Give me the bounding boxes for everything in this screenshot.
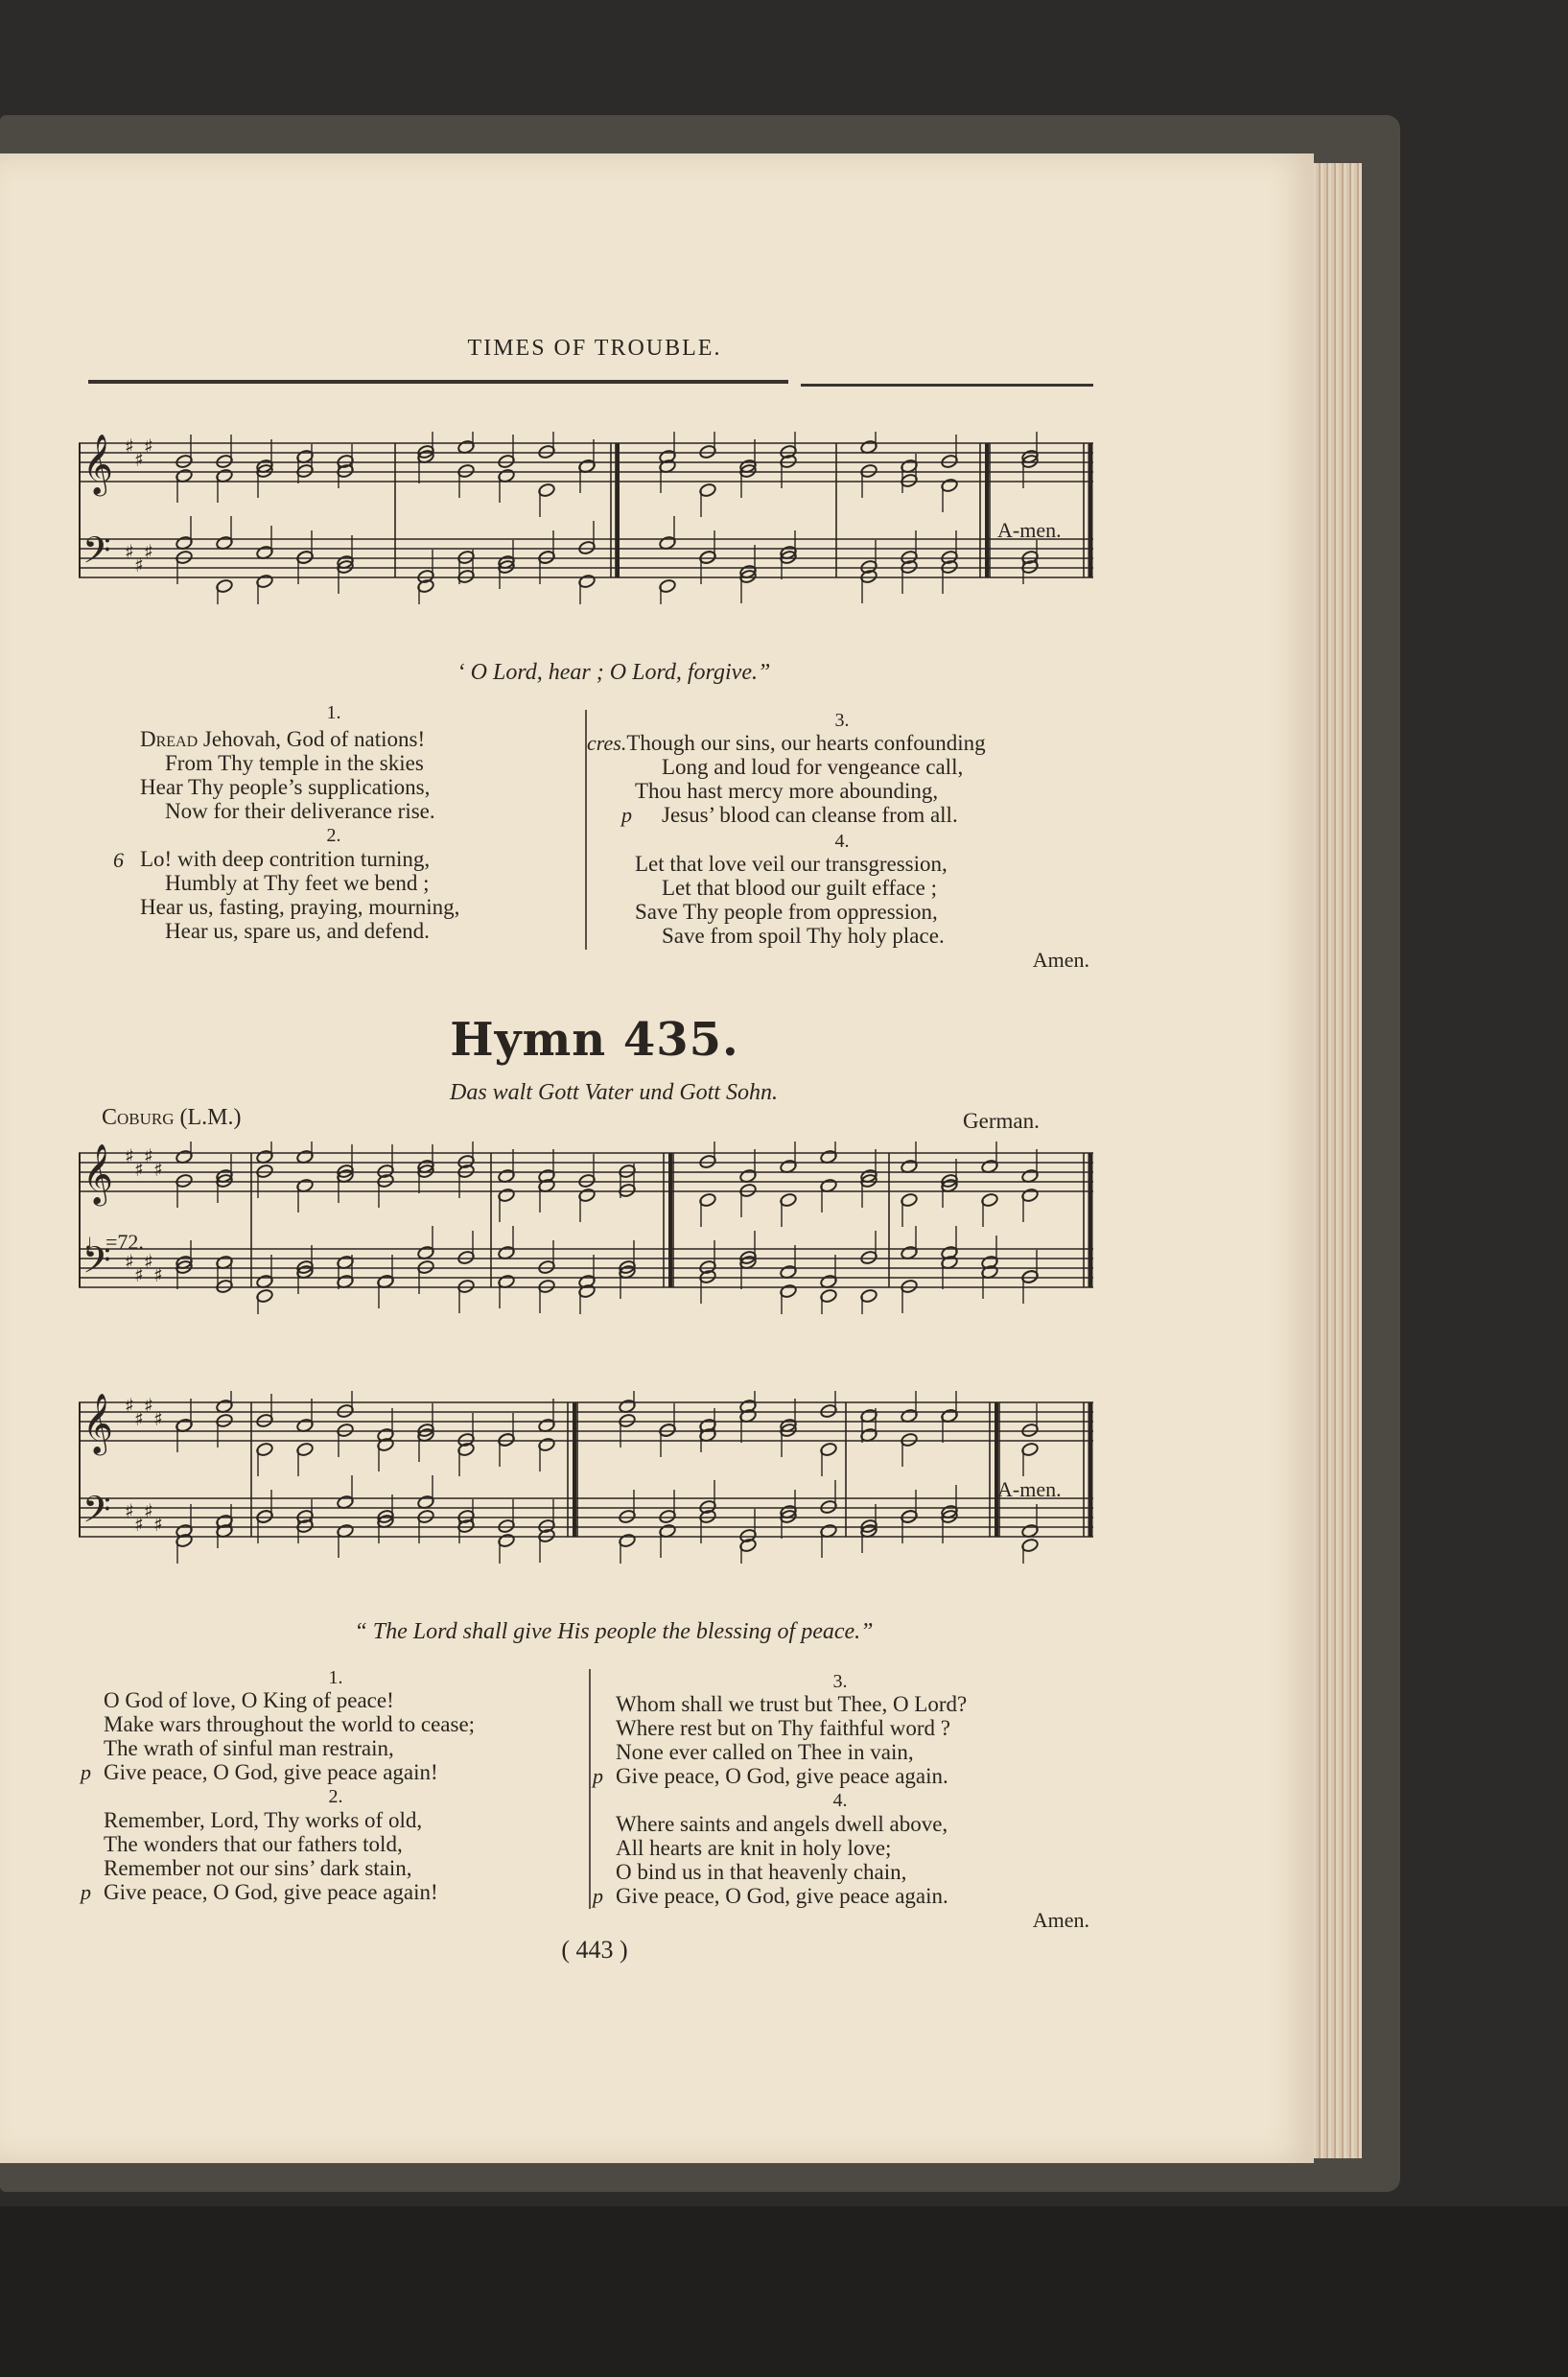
verse-line: Hear us, spare us, and defend.	[165, 919, 430, 943]
svg-text:♯: ♯	[144, 1394, 153, 1417]
verse-line: Where saints and angels dwell above,	[616, 1812, 948, 1836]
verse-line: All hearts are knit in holy love;	[616, 1836, 892, 1860]
dynamic-mark: cres.	[587, 731, 627, 755]
verse-line: Give peace, O God, give peace again.	[616, 1884, 948, 1908]
verse-line: Hear Thy people’s supplications,	[140, 775, 431, 799]
dynamic-mark: p	[81, 1880, 91, 1904]
svg-text:𝄢: 𝄢	[82, 529, 111, 580]
verse-line: Jesus’ blood can cleanse from all.	[662, 803, 958, 827]
tune-origin: German.	[963, 1109, 1040, 1133]
hymn-caption: “ The Lord shall give His people the blessing of peace.”	[354, 1619, 874, 1644]
svg-text:♯: ♯	[125, 1394, 134, 1417]
svg-text:♯: ♯	[153, 1407, 163, 1430]
tempo-mark: ♩=72.	[84, 1230, 144, 1254]
verse-line: Though our sins, our hearts confounding	[626, 731, 986, 755]
backdrop	[0, 2206, 1568, 2377]
svg-text:♯: ♯	[144, 1144, 153, 1167]
amen: Amen.	[1032, 948, 1089, 972]
verse-number: 2.	[326, 825, 341, 846]
staff-amen-2: A-men.	[997, 1477, 1062, 1501]
svg-text:♯: ♯	[125, 1250, 134, 1273]
svg-text:♯: ♯	[125, 1144, 134, 1167]
verse-line: Remember, Lord, Thy works of old,	[104, 1808, 423, 1832]
dynamic-mark: 6	[113, 848, 124, 872]
drop-word: Dread	[140, 727, 199, 751]
dynamic-mark: p	[621, 803, 632, 827]
verse-number: 3.	[834, 710, 850, 731]
svg-text:♯: ♯	[144, 1250, 153, 1273]
amen: Amen.	[1032, 1908, 1089, 1932]
svg-text:♯: ♯	[125, 540, 134, 563]
verse-line: O God of love, O King of peace!	[104, 1688, 394, 1712]
svg-text:♯: ♯	[134, 1513, 144, 1536]
svg-text:♯: ♯	[144, 540, 153, 563]
staff-engraving	[79, 1391, 1093, 1564]
svg-text:♯: ♯	[153, 1158, 163, 1181]
hymn-title: Hymn 435.	[450, 1013, 739, 1067]
svg-text:𝄢: 𝄢	[82, 1488, 111, 1540]
header-rule	[88, 380, 788, 384]
verse-line: Whom shall we trust but Thee, O Lord?	[616, 1692, 968, 1716]
verse-line: Let that blood our guilt efface ;	[662, 876, 937, 900]
verse-number: 1.	[328, 1667, 343, 1688]
verse-line: Jehovah, God of nations!	[202, 727, 426, 751]
music-system-3	[79, 1391, 1093, 1564]
svg-text:♯: ♯	[153, 1263, 163, 1286]
verse-line: From Thy temple in the skies	[165, 751, 424, 775]
verse-line: None ever called on Thee in vain,	[616, 1740, 914, 1764]
staff-engraving	[79, 432, 1093, 604]
verse-line: Give peace, O God, give peace again!	[104, 1760, 438, 1784]
verse-line: The wrath of sinful man restrain,	[104, 1736, 394, 1760]
svg-text:♯: ♯	[134, 553, 144, 577]
dynamic-mark: p	[593, 1884, 603, 1908]
music-system-1	[79, 432, 1093, 604]
verse-number: 1.	[326, 702, 341, 723]
dynamic-mark: p	[81, 1760, 91, 1784]
staff-amen-1: A-men.	[997, 518, 1062, 542]
verse-line: Save Thy people from oppression,	[635, 900, 938, 924]
dynamic-mark: p	[593, 1764, 603, 1788]
verse-line: Give peace, O God, give peace again!	[104, 1880, 438, 1904]
svg-text:♯: ♯	[125, 435, 134, 458]
verse-line: Thou hast mercy more abounding,	[635, 779, 939, 803]
verse-line: Give peace, O God, give peace again.	[616, 1764, 948, 1788]
verse-number: 4.	[832, 1790, 848, 1811]
svg-text:𝄞: 𝄞	[82, 434, 113, 494]
column-rule	[589, 1669, 591, 1909]
verse-line: Let that love veil our transgression,	[635, 852, 948, 876]
svg-text:♯: ♯	[144, 1499, 153, 1522]
running-head: TIMES OF TROUBLE.	[467, 336, 722, 361]
svg-text:♯: ♯	[134, 1158, 144, 1181]
verse-line: Save from spoil Thy holy place.	[662, 924, 945, 948]
staff-engraving	[79, 1141, 1093, 1314]
verse-line: Long and loud for vengeance call,	[662, 755, 964, 779]
verse-line: Remember not our sins’ dark stain,	[104, 1856, 412, 1880]
verse-line: Make wars throughout the world to cease;	[104, 1712, 476, 1736]
page-number: ( 443 )	[561, 1936, 628, 1964]
svg-text:𝄞: 𝄞	[82, 1143, 113, 1204]
verse-line: O bind us in that heavenly chain,	[616, 1860, 907, 1884]
svg-text:𝄞: 𝄞	[82, 1393, 113, 1453]
verse-line: Where rest but on Thy faithful word ?	[616, 1716, 950, 1740]
tune-name: Coburg (L.M.)	[102, 1105, 242, 1130]
svg-text:♯: ♯	[144, 435, 153, 458]
svg-text:♯: ♯	[153, 1513, 163, 1536]
svg-text:♯: ♯	[134, 448, 144, 471]
header-rule-short	[801, 384, 1093, 387]
book-page	[0, 153, 1314, 2163]
verse-line: The wonders that our fathers told,	[104, 1832, 403, 1856]
verse-number: 4.	[834, 831, 850, 852]
verse-line: Lo! with deep contrition turning,	[140, 847, 431, 871]
verse-number: 2.	[328, 1786, 343, 1807]
svg-text:𝄢: 𝄢	[82, 1238, 111, 1290]
music-system-2	[79, 1141, 1093, 1314]
svg-text:♯: ♯	[134, 1263, 144, 1286]
svg-text:♯: ♯	[134, 1407, 144, 1430]
verse-line: Now for their deliverance rise.	[165, 799, 435, 823]
verse-line: Humbly at Thy feet we bend ;	[165, 871, 430, 895]
verse-number: 3.	[832, 1671, 848, 1692]
caption-prev: ‘ O Lord, hear ; O Lord, forgive.”	[456, 660, 771, 685]
verse-line: Hear us, fasting, praying, mourning,	[140, 895, 460, 919]
hymn-subtitle: Das walt Gott Vater und Gott Sohn.	[449, 1080, 778, 1105]
svg-text:♯: ♯	[125, 1499, 134, 1522]
